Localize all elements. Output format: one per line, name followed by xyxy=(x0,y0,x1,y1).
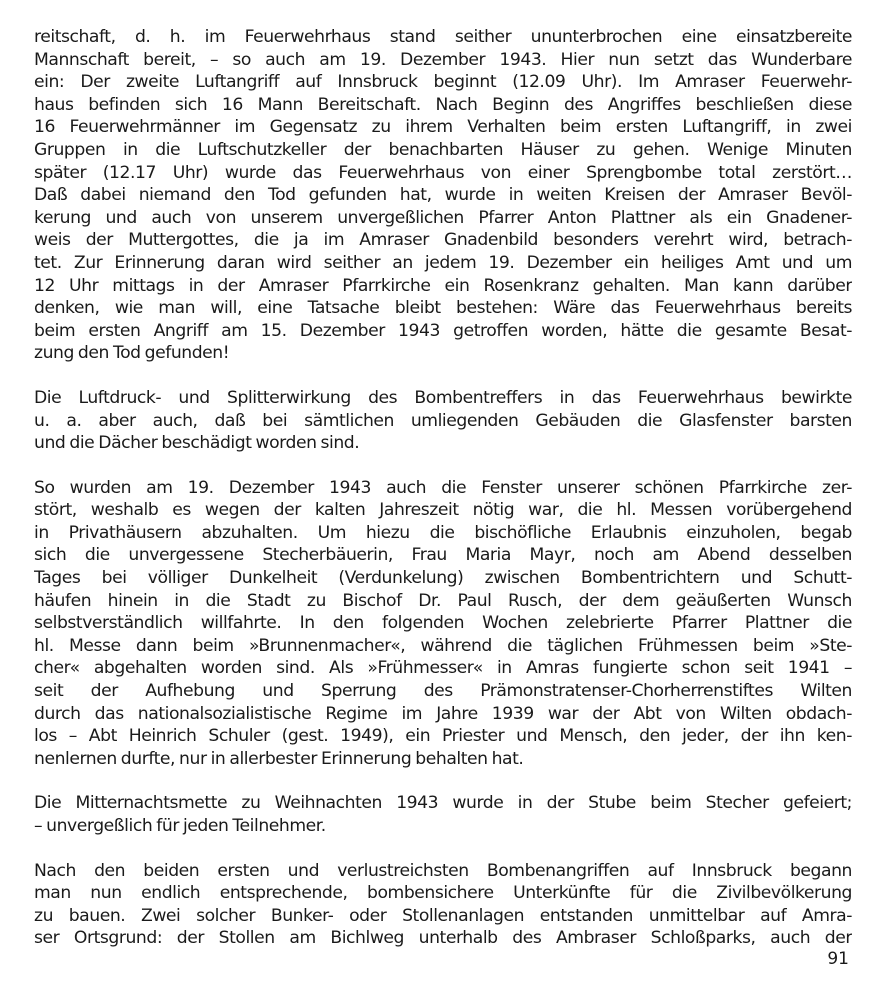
text-line: denken, wie man will, eine Tatsache bleibt bestehen: Wäre das Feuerwehrhaus bereits xyxy=(34,298,852,319)
text-line: nenlernen durfte, nur in allerbester Erinnerung behalten hat. xyxy=(34,748,524,769)
text-line: seit der Aufhebung und Sperrung des Prämonstratenser-Chorherrenstiftes Wilten xyxy=(34,681,852,702)
text-line: sich die unvergessene Stecherbäuerin, Frau Maria Mayr, noch am Abend desselben xyxy=(34,545,852,566)
text-line: reitschaft, d. h. im Feuerwehrhaus stand seither ununterbrochen eine einsatzbereite xyxy=(34,27,852,47)
text-line: weis der Muttergottes, die ja im Amraser Gnadenbild besonders verehrt wird, betrach- xyxy=(34,230,852,251)
text-line: man nun endlich entsprechende, bombensichere Unterkünfte für die Zivilbevölkerung xyxy=(34,883,852,904)
text-line: haus befinden sich 16 Mann Bereitschaft. Nach Beginn des Angriffes beschließen diese xyxy=(34,94,852,115)
paragraph-bunker-stollen xyxy=(34,860,852,950)
text-line: 16 Feuerwehrmänner im Gegensatz zu ihrem Verhalten beim ersten Luftangriff, in zwei xyxy=(34,117,852,138)
page-number: 91 xyxy=(827,949,849,969)
text-line: zung den Tod gefunden! xyxy=(34,343,230,364)
paragraph-feuerwehrhaus xyxy=(34,26,852,365)
page-body xyxy=(34,26,852,950)
text-line: tet. Zur Erinnerung daran wird seither an jedem 19. Dezember ein heiliges Amt und um xyxy=(34,252,852,273)
text-line: durch das nationalsozialistische Regime im Jahre 1939 war der Abt von Wilten obdach- xyxy=(34,703,852,724)
text-line: beim ersten Angriff am 15. Dezember 1943 getroffen worden, hätte die gesamte Besat- xyxy=(34,320,852,341)
text-line: häufen hinein in die Stadt zu Bischof Dr. Paul Rusch, der dem geäußerten Wunsch xyxy=(34,590,852,611)
text-line: hl. Messe dann beim »Brunnenmacher«, während die täglichen Frühmessen beim »Ste- xyxy=(34,635,852,656)
text-line: ser Ortsgrund: der Stollen am Bichlweg unterhalb des Ambraser Schloßparks, auch der xyxy=(34,928,852,949)
text-line: los – Abt Heinrich Schuler (gest. 1949), ein Priester und Mensch, den jeder, der ihn ken- xyxy=(34,726,852,747)
paragraph-luftdruck xyxy=(34,387,852,455)
text-line: Daß dabei niemand den Tod gefunden hat, wurde in weiten Kreisen der Amraser Bevöl- xyxy=(34,185,852,206)
paragraph-mitternachtsmette xyxy=(34,792,852,837)
text-line: ein: Der zweite Luftangriff auf Innsbruck beginnt (12.09 Uhr). Im Amraser Feuerwehr- xyxy=(34,72,852,93)
paragraph-fenster-pfarrkirche xyxy=(34,477,852,771)
text-line: cher« abgehalten worden sind. Als »Frühmesser« in Amras fungierte schon seit 1941 – xyxy=(34,658,852,679)
text-line: u. a. aber auch, daß bei sämtlichen umliegenden Gebäuden die Glasfenster barsten xyxy=(34,410,852,431)
text-line: – unvergeßlich für jeden Teilnehmer. xyxy=(34,816,326,836)
text-line: und die Dächer beschädigt worden sind. xyxy=(34,433,360,454)
text-line: Nach den beiden ersten und verlustreichsten Bombenangriffen auf Innsbruck begann xyxy=(34,860,852,881)
text-line: zu bauen. Zwei solcher Bunker- oder Stollenanlagen entstanden unmittelbar auf Amra- xyxy=(34,905,852,926)
text-line: stört, weshalb es wegen der kalten Jahreszeit nötig war, die hl. Messen vorübergehend xyxy=(34,500,852,521)
text-line: Gruppen in die Luftschutzkeller der benachbarten Häuser zu gehen. Wenige Minuten xyxy=(34,139,852,160)
text-line: Die Mitternachtsmette zu Weihnachten 1943 wurde in der Stube beim Stecher gefeiert; xyxy=(34,793,852,814)
text-line: So wurden am 19. Dezember 1943 auch die Fenster unserer schönen Pfarrkirche zer- xyxy=(34,477,852,498)
text-line: kerung und auch von unserem unvergeßlichen Pfarrer Anton Plattner als ein Gnadener- xyxy=(34,207,852,228)
text-line: Die Luftdruck- und Splitterwirkung des Bombentreffers in das Feuerwehrhaus bewirkte xyxy=(34,387,852,408)
text-line: selbstverständlich willfahrte. In den folgenden Wochen zelebrierte Pfarrer Plattner die xyxy=(34,613,852,634)
text-line: später (12.17 Uhr) wurde das Feuerwehrhaus von einer Sprengbombe total zerstört… xyxy=(34,162,852,183)
text-line: Tages bei völliger Dunkelheit (Verdunkelung) zwischen Bombentrichtern und Schutt- xyxy=(34,568,852,589)
text-line: 12 Uhr mittags in der Amraser Pfarrkirche ein Rosenkranz gehalten. Man kann darüber xyxy=(34,275,852,296)
text-line: in Privathäusern abzuhalten. Um hiezu die bischöfliche Erlaubnis einzuholen, begab xyxy=(34,522,852,543)
text-line: Mannschaft bereit, – so auch am 19. Dezember 1943. Hier nun setzt das Wunderbare xyxy=(34,49,852,70)
